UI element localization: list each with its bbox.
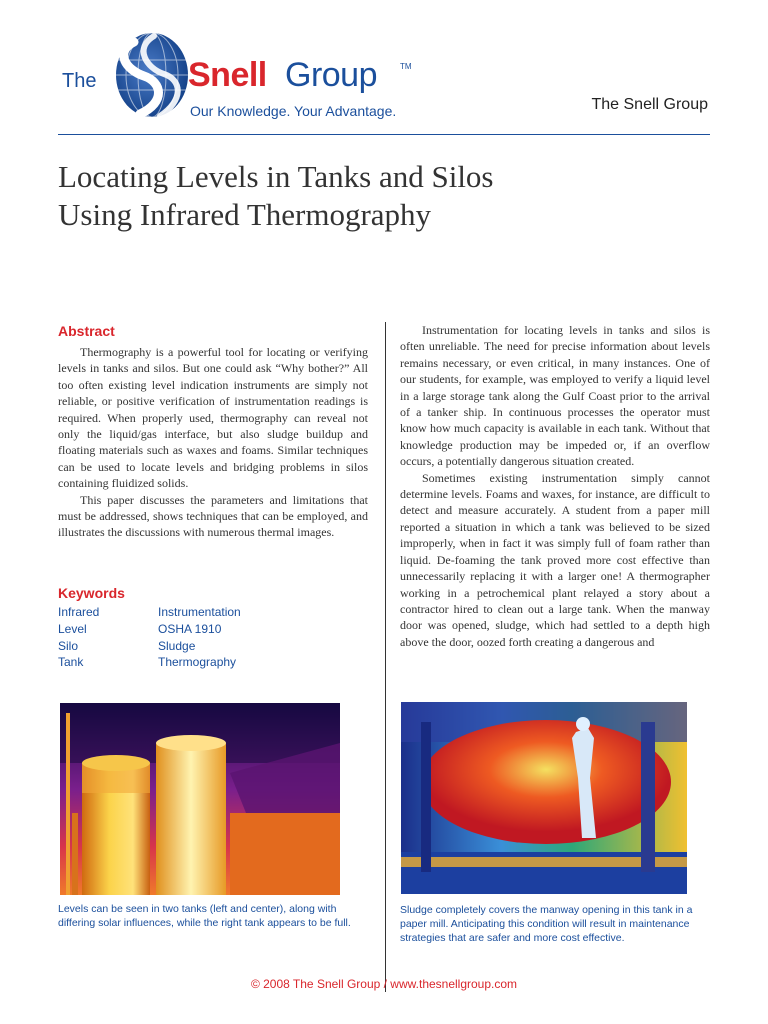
title-line-2: Using Infrared Thermography (58, 197, 432, 232)
footer-copyright-link[interactable]: © 2008 The Snell Group / www.thesnellgroup.com (250, 977, 518, 991)
keywords-column-1 (58, 604, 99, 671)
logo-trademark: TM (400, 62, 412, 71)
keyword-item: Thermography (158, 655, 237, 670)
title-line-1: Locating Levels in Tanks and Silos (58, 159, 494, 194)
figure-1-caption: Levels can be seen in two tanks (left and center), along with differing solar influences, while the right tank appears to be full. (58, 903, 351, 929)
thermal-image-manway (401, 702, 687, 894)
keyword-item: Level (58, 621, 87, 636)
snell-group-logo-globe-icon (96, 30, 192, 120)
column-divider (385, 322, 386, 992)
keywords-column-2 (158, 604, 241, 671)
thermal-image-silos (60, 703, 340, 895)
abstract-paragraph-1: Thermography is a powerful tool for locating or verifying levels in tanks and silos. But one could ask “Why bother?” All too often existing level indication instruments are simply not reliable, or positive verification of instrumentation readings is required. When properly used, thermography can reveal not only the liquid/gas interface, but also sludge buildup and floating materials such as waxes and foams. Similar techniques can be used to locate levels and bridging problems in silos containing fluidized solids. (58, 345, 368, 491)
keyword-item: Instrumentation (158, 605, 241, 619)
figure-2-caption: Sludge completely covers the manway opening in this tank in a paper mill. Anticipating this condition will result in maintenance strategies that are safer and more cost effective. (400, 904, 693, 944)
logo-group-text: Group (285, 56, 377, 94)
keyword-item: Silo (58, 638, 79, 653)
keyword-item: Infrared (58, 605, 100, 619)
keyword-item: Tank (58, 655, 84, 670)
document-title (58, 158, 698, 234)
header-company-name: The Snell Group (591, 96, 708, 113)
header-rule (58, 134, 710, 135)
keyword-item: OSHA 1910 (158, 621, 222, 636)
right-column-body (400, 322, 710, 650)
abstract-body (58, 344, 368, 541)
body-paragraph-2: Sometimes existing instrumentation simply cannot determine levels. Foams and waxes, for instance, are difficult to detect and measure accurately. A student from a paper mill reported a situation in which a tank was believed to be sized improperly, when in fact it was simply full of foam rather than liquid. De-foaming the tank proved more cost effective than unnecessarily replacing it with a larger one! A thermographer working in a petrochemical plant relayed a story about a contractor hired to clean out a large tank. When the manway door was opened, sludge, which had settled to a depth high above the door, oozed forth creating a dangerous and (400, 470, 710, 649)
body-paragraph-1: Instrumentation for locating levels in tanks and silos is often unreliable. The need for precise information about levels remains necessary, or even critical, in many instances. One of our students, for example, was employed to verify a liquid level in a large storage tank along the Gulf Coast prior to the arrival of a tanker ship. In continuous processes the operator must know how much capacity is available in each tank. Without that knowledge production may be impeded or, if an overflow occurs, a potentially dangerous situation created. (400, 323, 710, 469)
logo-snell-text: Snell (188, 56, 267, 94)
abstract-heading: Abstract (58, 323, 115, 339)
logo-tagline: Our Knowledge. Your Advantage. (190, 103, 397, 119)
keyword-item: Sludge (158, 638, 196, 653)
keywords-heading: Keywords (58, 585, 125, 601)
abstract-paragraph-2: This paper discusses the parameters and limitations that must be addressed, shows techniques that can be employed, and illustrates the discussions with numerous thermal images. (58, 492, 368, 540)
logo-the-text: The (62, 70, 97, 92)
